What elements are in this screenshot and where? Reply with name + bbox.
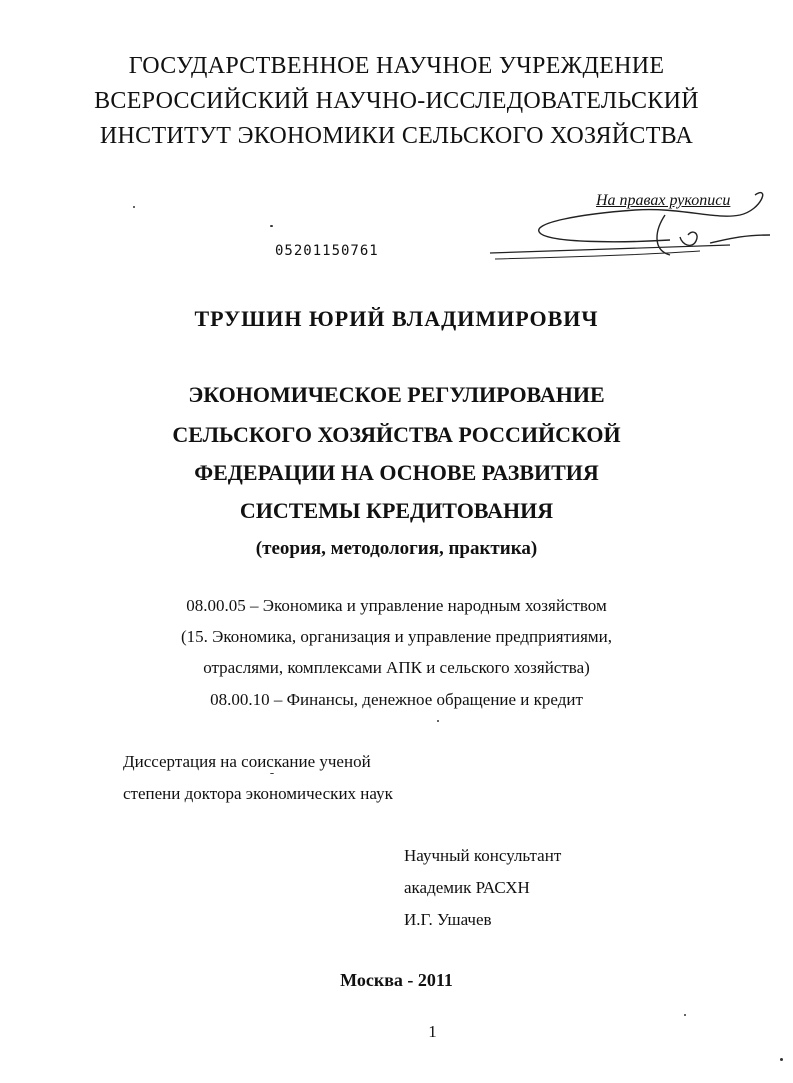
title-line-1: ЭКОНОМИЧЕСКОЕ РЕГУЛИРОВАНИЕ xyxy=(188,382,605,407)
institution-line-3: ИНСТИТУТ ЭКОНОМИКИ СЕЛЬСКОГО ХОЗЯЙСТВА xyxy=(99,123,694,149)
scan-speck xyxy=(270,773,274,774)
specialty-line-3: отраслями, комплексами АПК и сельского хозяйства) xyxy=(203,658,590,677)
institution-line-2: ВСЕРОССИЙСКИЙ НАУЧНО-ИССЛЕДОВАТЕЛЬСКИЙ xyxy=(94,88,699,114)
specialty-line-2: (15. Экономика, организация и управление предприятиями, xyxy=(180,627,613,646)
title-line-2: СЕЛЬСКОГО ХОЗЯЙСТВА РОССИЙСКОЙ xyxy=(172,422,621,447)
catalog-code: 05201150761 xyxy=(275,243,379,259)
consultant-rank: академик РАСХН xyxy=(404,878,530,897)
title-subtitle: (теория, методология, практика) xyxy=(255,538,538,559)
scan-speck xyxy=(684,1014,686,1016)
consultant-name: И.Г. Ушачев xyxy=(404,910,492,929)
degree-line-1: Диссертация на соискание ученой xyxy=(123,752,371,771)
degree-line-2: степени доктора экономических наук xyxy=(123,784,393,803)
author-name: ТРУШИН ЮРИЙ ВЛАДИМИРОВИЧ xyxy=(194,306,599,331)
specialty-line-4: 08.00.10 – Финансы, денежное обращение и кредит xyxy=(210,690,583,709)
city-year: Москва - 2011 xyxy=(340,970,453,990)
title-line-4: СИСТЕМЫ КРЕДИТОВАНИЯ xyxy=(239,498,554,523)
scan-speck xyxy=(133,206,135,208)
page-number: 1 xyxy=(428,1022,437,1041)
specialty-line-1: 08.00.05 – Экономика и управление народным хозяйством xyxy=(186,596,607,615)
title-line-3: ФЕДЕРАЦИИ НА ОСНОВЕ РАЗВИТИЯ xyxy=(194,460,599,485)
consultant-label: Научный консультант xyxy=(404,846,562,865)
institution-line-1: ГОСУДАРСТВЕННОЕ НАУЧНОЕ УЧРЕЖДЕНИЕ xyxy=(128,53,665,79)
scan-speck xyxy=(437,720,439,722)
scan-speck xyxy=(780,1058,783,1061)
signature xyxy=(470,185,780,265)
manuscript-rights-note: На правах рукописи xyxy=(596,192,731,209)
scan-speck xyxy=(270,225,273,227)
